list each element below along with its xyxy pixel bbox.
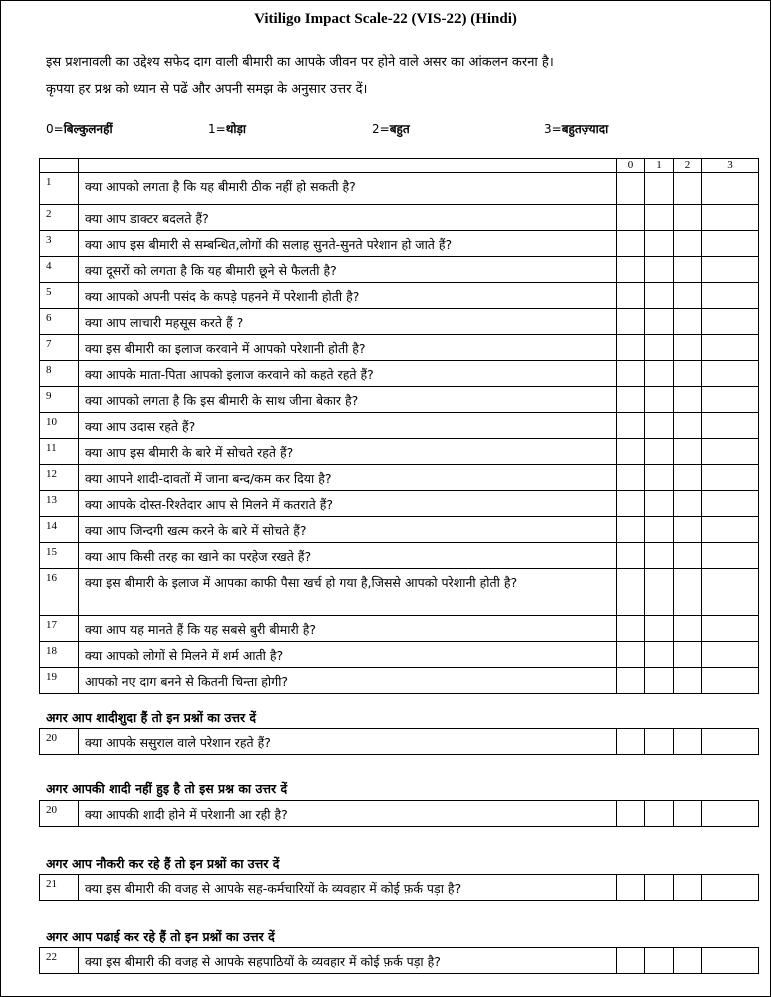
answer-cell-1[interactable] <box>645 173 674 205</box>
answer-cell-1[interactable] <box>645 257 674 283</box>
answer-cell-1[interactable] <box>645 231 674 257</box>
answer-cell-1[interactable] <box>645 439 674 465</box>
answer-cell-2[interactable] <box>674 948 702 974</box>
table-row <box>40 616 759 642</box>
intro-line-2: कृपया हर प्रश्न को ध्यान से पढें और अपनी समझ के अनुसार उत्तर दें। <box>46 82 368 97</box>
answer-cell-2[interactable] <box>674 283 702 309</box>
section-heading-student: अगर आप पढाई कर रहे हैं तो इन प्रश्नों का उत्तर दें <box>46 929 275 944</box>
question-text: क्या आपके दोस्त-रिश्तेदार आप से मिलने में कतराते हैं? <box>79 491 617 517</box>
answer-cell-0[interactable] <box>617 491 645 517</box>
header-question-cell <box>79 159 617 173</box>
question-number: 6 <box>40 309 79 335</box>
question-number: 9 <box>40 387 79 413</box>
answer-cell-1[interactable] <box>645 283 674 309</box>
question-number: 20 <box>40 729 79 755</box>
question-number: 17 <box>40 616 79 642</box>
answer-cell-1[interactable] <box>645 517 674 543</box>
question-number: 11 <box>40 439 79 465</box>
answer-cell-3[interactable] <box>702 283 759 309</box>
answer-cell-0[interactable] <box>617 668 645 694</box>
answer-cell-1[interactable] <box>645 616 674 642</box>
answer-cell-2[interactable] <box>674 439 702 465</box>
answer-cell-2[interactable] <box>674 387 702 413</box>
table-row <box>40 801 759 827</box>
answer-cell-2[interactable] <box>674 465 702 491</box>
answer-cell-0[interactable] <box>617 361 645 387</box>
question-number: 7 <box>40 335 79 361</box>
question-text: क्या इस बीमारी के इलाज में आपका काफी पैसा खर्च हो गया है,जिससे आपको परेशानी होती है? <box>79 569 617 616</box>
answer-cell-3[interactable] <box>702 387 759 413</box>
answer-cell-0[interactable] <box>617 875 645 901</box>
answer-cell-1[interactable] <box>645 491 674 517</box>
table-header-row <box>40 159 759 173</box>
answer-cell-3[interactable] <box>702 801 759 827</box>
answer-cell-0[interactable] <box>617 569 645 616</box>
table-row <box>40 173 759 205</box>
table-row <box>40 231 759 257</box>
legend-item-1: 1=थोड़ा <box>208 122 247 136</box>
answer-cell-1[interactable] <box>645 543 674 569</box>
answer-cell-3[interactable] <box>702 361 759 387</box>
table-row <box>40 439 759 465</box>
question-number: 16 <box>40 569 79 616</box>
answer-cell-1[interactable] <box>645 465 674 491</box>
answer-cell-2[interactable] <box>674 309 702 335</box>
question-text: क्या आपको अपनी पसंद के कपड़े पहनने में परेशानी होती है? <box>79 283 617 309</box>
question-text: क्या आप उदास रहते हैं? <box>79 413 617 439</box>
question-text: क्या आप इस बीमारी के बारे में सोचते रहते हैं? <box>79 439 617 465</box>
answer-cell-0[interactable] <box>617 729 645 755</box>
question-text: क्या आपने शादी-दावतों में जाना बन्द/कम कर दिया है? <box>79 465 617 491</box>
answer-cell-0[interactable] <box>617 283 645 309</box>
section-table-married <box>39 728 759 755</box>
answer-cell-2[interactable] <box>674 729 702 755</box>
answer-cell-3[interactable] <box>702 413 759 439</box>
answer-cell-1[interactable] <box>645 668 674 694</box>
intro-line-1: इस प्रशनावली का उद्देश्य सफेद दाग वाली बीमारी का आपके जीवन पर होने वाले असर का आंकलन करना है। <box>46 55 554 70</box>
question-number: 18 <box>40 642 79 668</box>
scale-header-2: 2 <box>674 159 702 173</box>
section-table-unmarried <box>39 800 759 827</box>
table-row <box>40 569 759 616</box>
question-number: 3 <box>40 231 79 257</box>
answer-cell-1[interactable] <box>645 361 674 387</box>
answer-cell-3[interactable] <box>702 729 759 755</box>
answer-cell-1[interactable] <box>645 309 674 335</box>
question-number: 1 <box>40 173 79 205</box>
question-text: क्या आप लाचारी महसूस करते हैं ? <box>79 309 617 335</box>
question-number: 8 <box>40 361 79 387</box>
table-row <box>40 283 759 309</box>
legend-item-3: 3=बहुतज़्यादा <box>544 122 609 136</box>
scale-header-1: 1 <box>645 159 674 173</box>
answer-cell-2[interactable] <box>674 801 702 827</box>
table-row <box>40 387 759 413</box>
answer-cell-0[interactable] <box>617 413 645 439</box>
question-number: 22 <box>40 948 79 974</box>
answer-cell-3[interactable] <box>702 491 759 517</box>
question-number: 14 <box>40 517 79 543</box>
answer-cell-2[interactable] <box>674 413 702 439</box>
scale-header-3: 3 <box>702 159 759 173</box>
question-text: क्या आपके माता-पिता आपको इलाज करवाने को कहते रहते हैं? <box>79 361 617 387</box>
answer-cell-0[interactable] <box>617 309 645 335</box>
question-number: 21 <box>40 875 79 901</box>
table-row <box>40 465 759 491</box>
answer-cell-1[interactable] <box>645 801 674 827</box>
section-heading-employed: अगर आप नौकरी कर रहे हैं तो इन प्रश्नों का उत्तर दें <box>46 856 280 871</box>
question-number: 12 <box>40 465 79 491</box>
question-number: 4 <box>40 257 79 283</box>
answer-cell-1[interactable] <box>645 642 674 668</box>
section-table-student <box>39 947 759 974</box>
answer-cell-3[interactable] <box>702 205 759 231</box>
answer-cell-0[interactable] <box>617 439 645 465</box>
answer-cell-0[interactable] <box>617 231 645 257</box>
answer-cell-2[interactable] <box>674 543 702 569</box>
answer-cell-3[interactable] <box>702 173 759 205</box>
answer-cell-2[interactable] <box>674 231 702 257</box>
question-number: 10 <box>40 413 79 439</box>
answer-cell-3[interactable] <box>702 543 759 569</box>
question-text: क्या आप यह मानते हैं कि यह सबसे बुरी बीमारी है? <box>79 616 617 642</box>
question-number: 5 <box>40 283 79 309</box>
answer-cell-3[interactable] <box>702 616 759 642</box>
table-row <box>40 491 759 517</box>
section-heading-married: अगर आप शादीशुदा हैं तो इन प्रश्नों का उत्तर दें <box>46 710 257 725</box>
question-number: 20 <box>40 801 79 827</box>
question-text: क्या इस बीमारी की वजह से आपके सहपाठियों के व्यवहार में कोई फ़र्क पड़ा है? <box>79 948 617 974</box>
answer-cell-0[interactable] <box>617 616 645 642</box>
answer-cell-0[interactable] <box>617 335 645 361</box>
answer-cell-3[interactable] <box>702 517 759 543</box>
question-text: क्या इस बीमारी का इलाज करवाने में आपको परेशानी होती है? <box>79 335 617 361</box>
section-table-employed <box>39 874 759 901</box>
answer-cell-2[interactable] <box>674 517 702 543</box>
answer-cell-2[interactable] <box>674 335 702 361</box>
header-num-cell <box>40 159 79 173</box>
question-text: क्या आपको लगता है कि इस बीमारी के साथ जीना बेकार है? <box>79 387 617 413</box>
legend-item-0: 0=बिल्कुलनहीं <box>46 122 113 136</box>
answer-cell-3[interactable] <box>702 439 759 465</box>
question-number: 19 <box>40 668 79 694</box>
legend-item-2: 2=बहुत <box>372 122 410 136</box>
table-row <box>40 668 759 694</box>
answer-cell-3[interactable] <box>702 668 759 694</box>
question-number: 15 <box>40 543 79 569</box>
answer-cell-2[interactable] <box>674 616 702 642</box>
answer-cell-2[interactable] <box>674 257 702 283</box>
answer-cell-0[interactable] <box>617 257 645 283</box>
page-title: Vitiligo Impact Scale-22 (VIS-22) (Hindi) <box>254 11 517 27</box>
answer-cell-2[interactable] <box>674 205 702 231</box>
answer-cell-2[interactable] <box>674 173 702 205</box>
answer-cell-3[interactable] <box>702 335 759 361</box>
answer-cell-1[interactable] <box>645 948 674 974</box>
answer-cell-1[interactable] <box>645 729 674 755</box>
answer-cell-2[interactable] <box>674 361 702 387</box>
question-text: क्या आप किसी तरह का खाने का परहेज रखते हैं? <box>79 543 617 569</box>
answer-cell-3[interactable] <box>702 309 759 335</box>
answer-cell-3[interactable] <box>702 569 759 616</box>
answer-cell-0[interactable] <box>617 543 645 569</box>
section-heading-unmarried: अगर आपकी शादी नहीं हुइ है तो इस प्रश्न का उत्तर दें <box>46 781 288 796</box>
question-text: क्या आपको लगता है कि यह बीमारी ठीक नहीं हो सकती है? <box>79 173 617 205</box>
question-text: क्या आप इस बीमारी से सम्बन्धित,लोगों की सलाह सुनते-सुनते परेशान हो जाते हैं? <box>79 231 617 257</box>
answer-cell-1[interactable] <box>645 875 674 901</box>
answer-cell-0[interactable] <box>617 801 645 827</box>
table-row <box>40 543 759 569</box>
table-row <box>40 257 759 283</box>
answer-cell-0[interactable] <box>617 948 645 974</box>
answer-cell-3[interactable] <box>702 875 759 901</box>
question-text: क्या आप जिन्दगी खत्म करने के बारे में सोचते हैं? <box>79 517 617 543</box>
questions-table <box>39 158 759 694</box>
question-text: क्या आपके ससुराल वाले परेशान रहते हैं? <box>79 729 617 755</box>
question-text: क्या इस बीमारी की वजह से आपके सह-कर्मचारियों के व्यवहार में कोई फ़र्क पड़ा है? <box>79 875 617 901</box>
question-text: आपको नए दाग बनने से कितनी चिन्ता होगी? <box>79 668 617 694</box>
answer-cell-2[interactable] <box>674 642 702 668</box>
answer-cell-1[interactable] <box>645 569 674 616</box>
answer-cell-0[interactable] <box>617 173 645 205</box>
answer-cell-3[interactable] <box>702 465 759 491</box>
table-row <box>40 361 759 387</box>
scale-header-0: 0 <box>617 159 645 173</box>
table-row <box>40 948 759 974</box>
table-row <box>40 309 759 335</box>
answer-cell-0[interactable] <box>617 642 645 668</box>
answer-cell-3[interactable] <box>702 257 759 283</box>
answer-cell-1[interactable] <box>645 413 674 439</box>
answer-cell-2[interactable] <box>674 875 702 901</box>
question-text: क्या आपकी शादी होने में परेशानी आ रही है? <box>79 801 617 827</box>
question-text: क्या आपको लोगों से मिलने में शर्म आती है? <box>79 642 617 668</box>
answer-cell-2[interactable] <box>674 569 702 616</box>
question-text: क्या आप डाक्टर बदलते हैं? <box>79 205 617 231</box>
table-row <box>40 729 759 755</box>
answer-cell-2[interactable] <box>674 491 702 517</box>
answer-cell-0[interactable] <box>617 387 645 413</box>
answer-cell-0[interactable] <box>617 465 645 491</box>
table-row <box>40 335 759 361</box>
answer-cell-3[interactable] <box>702 231 759 257</box>
answer-cell-3[interactable] <box>702 642 759 668</box>
table-row <box>40 413 759 439</box>
question-number: 13 <box>40 491 79 517</box>
table-row <box>40 205 759 231</box>
answer-cell-2[interactable] <box>674 668 702 694</box>
question-text: क्या दूसरों को लगता है कि यह बीमारी छूने से फैलती है? <box>79 257 617 283</box>
answer-cell-1[interactable] <box>645 205 674 231</box>
answer-cell-1[interactable] <box>645 387 674 413</box>
answer-cell-1[interactable] <box>645 335 674 361</box>
table-row <box>40 875 759 901</box>
answer-cell-0[interactable] <box>617 517 645 543</box>
answer-cell-0[interactable] <box>617 205 645 231</box>
table-row <box>40 642 759 668</box>
question-number: 2 <box>40 205 79 231</box>
table-row <box>40 517 759 543</box>
answer-cell-3[interactable] <box>702 948 759 974</box>
